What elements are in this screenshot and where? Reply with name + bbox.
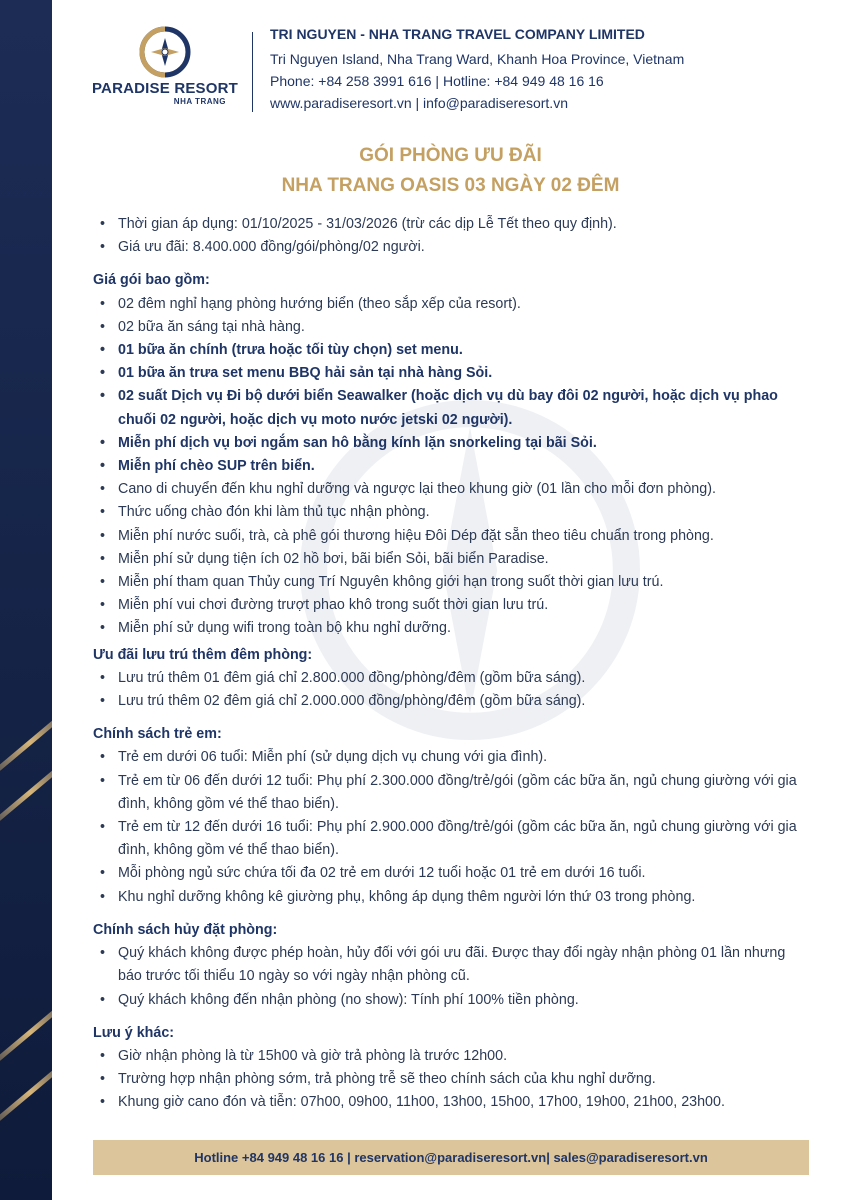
list-item: • Miễn phí sử dụng tiện ích 02 hồ bơi, bãi biển Sỏi, bãi biển Paradise. [93, 548, 813, 571]
list-item: • Miễn phí dịch vụ bơi ngắm san hô bằng kính lặn snorkeling tại bãi Sỏi. [93, 432, 813, 455]
section-heading-children: Chính sách trẻ em: [93, 726, 222, 743]
list-item: • Cano di chuyển đến khu nghỉ dưỡng và ngược lại theo khung giờ (01 lần cho mỗi đơn phòng). [93, 478, 813, 501]
list-item: • Quý khách không được phép hoàn, hủy đối với gói ưu đãi. Được thay đổi ngày nhận phòng 01 lần nhưng báo trước tối thiểu 10 ngày so với ngày nhận phòng cũ. [93, 942, 813, 988]
list-item: • Giá ưu đãi: 8.400.000 đồng/gói/phòng/02 người. [93, 236, 813, 259]
package-details [93, 213, 813, 1115]
section-heading-notes: Lưu ý khác: [93, 1024, 175, 1041]
extra-night-list [93, 667, 813, 713]
gold-stripe [0, 986, 52, 1080]
list-item: • Giờ nhận phòng là từ 15h00 và giờ trả phòng là trước 12h00. [93, 1045, 813, 1068]
footer-contact-text: Hotline +84 949 48 16 16 | reservation@paradiseresort.vn| sales@paradiseresort.vn [194, 1150, 708, 1165]
header-divider [252, 32, 253, 112]
left-decorative-band [0, 0, 52, 1200]
list-item: • Trường hợp nhận phòng sớm, trả phòng trễ sẽ theo chính sách của khu nghỉ dưỡng. [93, 1068, 813, 1091]
list-item: • 01 bữa ăn chính (trưa hoặc tối tùy chọn) set menu. [93, 339, 813, 362]
list-item: • Quý khách không đến nhận phòng (no show): Tính phí 100% tiền phòng. [93, 989, 813, 1012]
list-item: • Khu nghỉ dưỡng không kê giường phụ, không áp dụng thêm người lớn thứ 03 trong phòng. [93, 886, 813, 909]
list-item: • 01 bữa ăn trưa set menu BBQ hải sản tại nhà hàng Sỏi. [93, 362, 813, 385]
gold-stripe [0, 696, 52, 790]
children-list [93, 746, 813, 908]
company-address: Tri Nguyen Island, Nha Trang Ward, Khanh Hoa Province, Vietnam [270, 51, 685, 67]
list-item: • Khung giờ cano đón và tiễn: 07h00, 09h00, 11h00, 13h00, 15h00, 17h00, 19h00, 21h00, 23h00. [93, 1091, 813, 1114]
list-item: • Trẻ em từ 12 đến dưới 16 tuổi: Phụ phí 2.900.000 đồng/trẻ/gói (gồm các bữa ăn, ngủ chung giường với gia đình, không gồm vé thể thao biển). [93, 816, 813, 862]
resort-logo [90, 26, 240, 116]
includes-list [93, 293, 813, 641]
brand-name: PARADISE RESORT [91, 80, 239, 97]
list-item: • Miễn phí vui chơi đường trượt phao khô trong suốt thời gian lưu trú. [93, 594, 813, 617]
company-info [270, 26, 830, 114]
list-item: • 02 đêm nghỉ hạng phòng hướng biển (theo sắp xếp của resort). [93, 293, 813, 316]
page-title-line2: NHA TRANG OASIS 03 NGÀY 02 ĐÊM [281, 175, 620, 196]
paradise-compass-logo-icon [139, 26, 191, 78]
gold-stripe [0, 1046, 52, 1140]
company-name: TRI NGUYEN - NHA TRANG TRAVEL COMPANY LIMITED [270, 26, 645, 42]
list-item: • 02 bữa ăn sáng tại nhà hàng. [93, 316, 813, 339]
section-heading-includes: Giá gói bao gồm: [93, 272, 210, 289]
company-phone: Phone: +84 258 3991 616 | Hotline: +84 949 48 16 16 [270, 73, 604, 89]
company-web: www.paradiseresort.vn | info@paradiseresort.vn [270, 95, 568, 111]
list-item: • Lưu trú thêm 02 đêm giá chỉ 2.000.000 đồng/phòng/đêm (gồm bữa sáng). [93, 690, 813, 713]
page-title-line1: GÓI PHÒNG ƯU ĐÃI [359, 145, 542, 166]
list-item: • Trẻ em từ 06 đến dưới 12 tuổi: Phụ phí 2.300.000 đồng/trẻ/gói (gồm các bữa ăn, ngủ chung giường với gia đình, không gồm vé thể thao biển). [93, 770, 813, 816]
cancellation-list [93, 942, 813, 1012]
brand-subtitle: NHA TRANG [173, 97, 226, 106]
section-heading-extra-night: Ưu đãi lưu trú thêm đêm phòng: [93, 646, 313, 663]
intro-list [93, 213, 813, 259]
list-item: • Lưu trú thêm 01 đêm giá chỉ 2.800.000 đồng/phòng/đêm (gồm bữa sáng). [93, 667, 813, 690]
section-heading-cancellation: Chính sách hủy đặt phòng: [93, 921, 278, 938]
list-item: • Miễn phí sử dụng wifi trong toàn bộ khu nghỉ dưỡng. [93, 617, 813, 640]
list-item: • Thời gian áp dụng: 01/10/2025 - 31/03/2026 (trừ các dịp Lễ Tết theo quy định). [93, 213, 813, 236]
list-item: • 02 suất Dịch vụ Đi bộ dưới biển Seawalker (hoặc dịch vụ dù bay đôi 02 người, hoặc dịch vụ phao chuối 02 người, hoặc dịch vụ moto nước jetski 02 người). [93, 385, 813, 431]
list-item: • Trẻ em dưới 06 tuổi: Miễn phí (sử dụng dịch vụ chung với gia đình). [93, 746, 813, 769]
list-item: • Mỗi phòng ngủ sức chứa tối đa 02 trẻ em dưới 12 tuổi hoặc 01 trẻ em dưới 16 tuổi. [93, 862, 813, 885]
list-item: • Miễn phí tham quan Thủy cung Trí Nguyên không giới hạn trong suốt thời gian lưu trú. [93, 571, 813, 594]
list-item: • Thức uống chào đón khi làm thủ tục nhận phòng. [93, 501, 813, 524]
footer-contact-bar [93, 1140, 809, 1175]
notes-list [93, 1045, 813, 1115]
list-item: • Miễn phí nước suối, trà, cà phê gói thương hiệu Đôi Dép đặt sẵn theo tiêu chuẩn trong phòng. [93, 525, 813, 548]
list-item: • Miễn phí chèo SUP trên biển. [93, 455, 813, 478]
